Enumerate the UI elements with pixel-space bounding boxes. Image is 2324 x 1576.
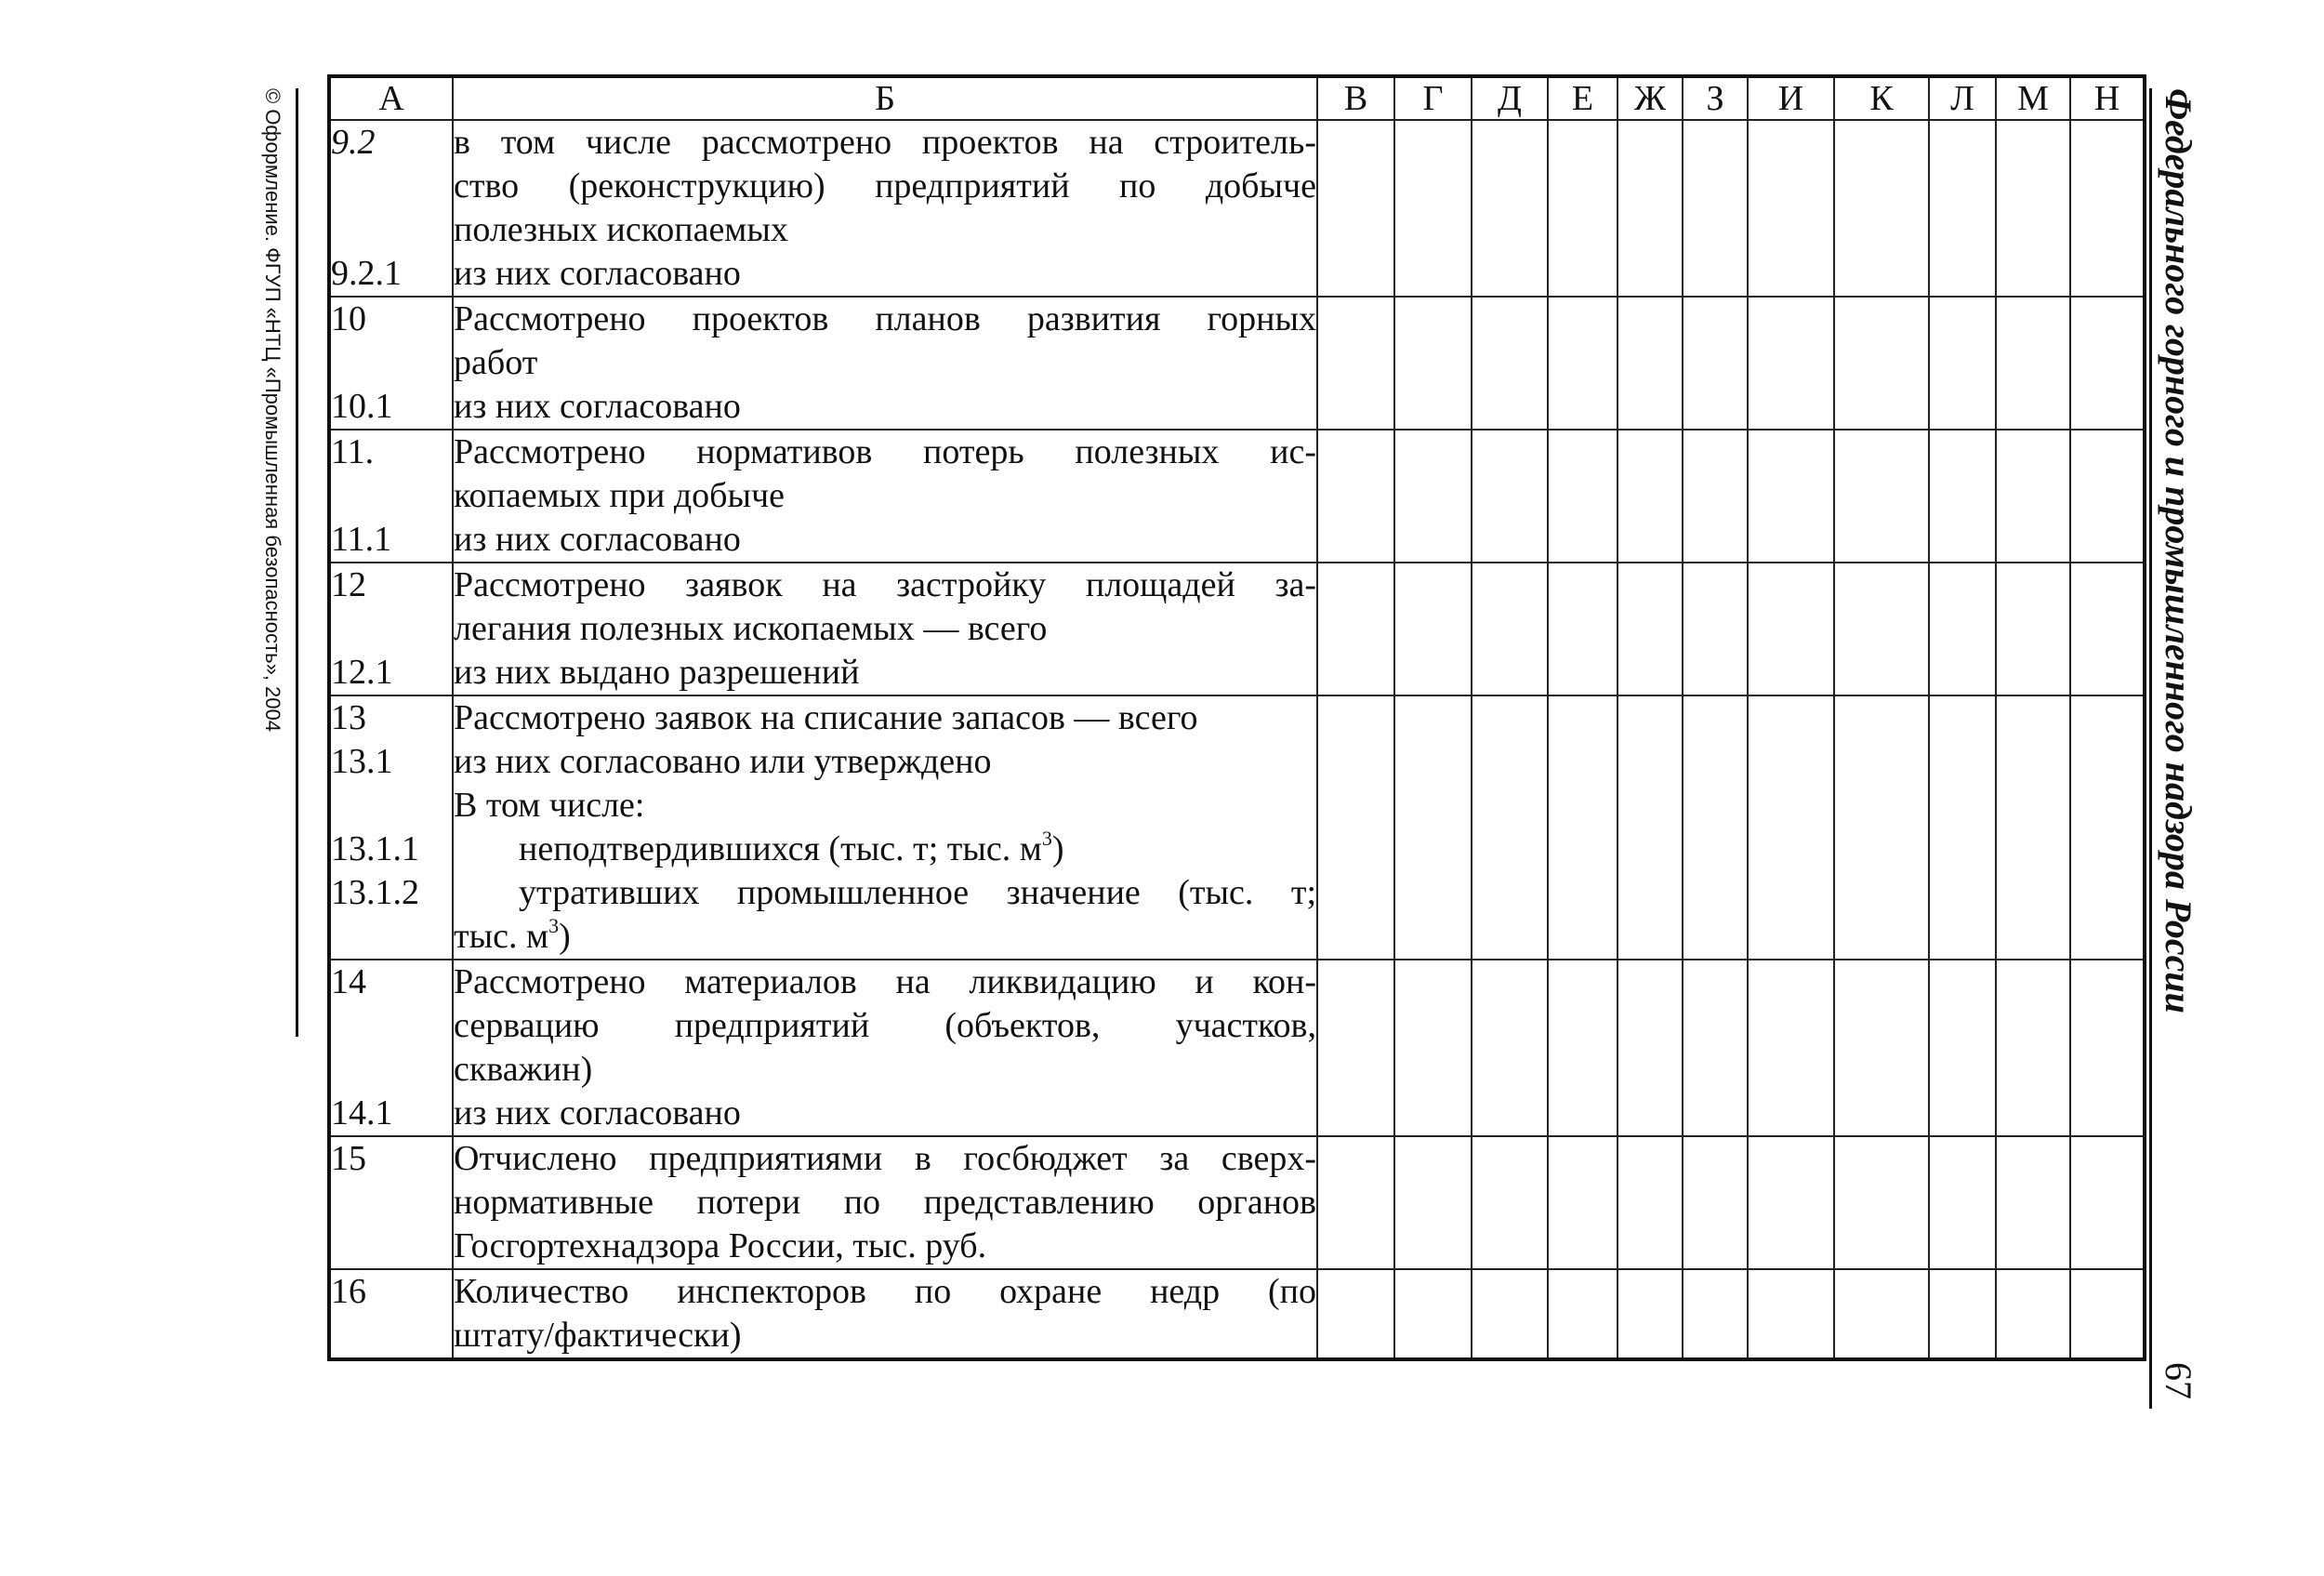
data-cell[interactable] — [1317, 430, 1394, 563]
description-line: утративших промышленное значение (тыс. т; — [519, 873, 1316, 912]
description-line: штату/фактически) — [454, 1316, 742, 1355]
data-cell[interactable] — [1472, 1136, 1548, 1269]
data-cell[interactable] — [1929, 563, 1996, 695]
description-line: Госгортехнадзора России, тыс. руб. — [454, 1226, 987, 1265]
row-codes — [329, 1269, 453, 1359]
data-cell[interactable] — [1996, 1136, 2070, 1269]
data-cell[interactable] — [1748, 695, 1834, 960]
data-cell[interactable] — [1618, 430, 1683, 563]
col-header-i: И — [1748, 76, 1834, 120]
data-cell[interactable] — [1618, 563, 1683, 695]
description-line: Отчислено предприятиями в госбюджет за сверх- — [454, 1139, 1316, 1178]
running-head: Федерального горного и промышленного надзора России — [2158, 88, 2199, 1013]
data-cell[interactable] — [1394, 1136, 1472, 1269]
description-line: В том числе: — [454, 786, 645, 825]
col-header-l: Л — [1929, 76, 1996, 120]
row-codes — [329, 960, 453, 1136]
data-cell[interactable] — [2070, 960, 2145, 1136]
col-header-z: З — [1683, 76, 1748, 120]
data-cell[interactable] — [1834, 563, 1929, 695]
data-cell[interactable] — [1618, 297, 1683, 430]
data-cell[interactable] — [1748, 297, 1834, 430]
data-cell[interactable] — [1394, 695, 1472, 960]
data-cell[interactable] — [1394, 960, 1472, 1136]
data-cell[interactable] — [2070, 1269, 2145, 1359]
data-cell[interactable] — [1683, 430, 1748, 563]
data-cell[interactable] — [1683, 1269, 1748, 1359]
table-row-10 — [329, 297, 2145, 430]
data-cell[interactable] — [1472, 120, 1548, 297]
row-code: 15 — [331, 1139, 366, 1178]
col-header-g: Г — [1394, 76, 1472, 120]
description-line: в том числе рассмотрено проектов на строитель- — [454, 123, 1316, 162]
description-line: из них согласовано — [454, 254, 741, 293]
data-cell[interactable] — [1317, 960, 1394, 1136]
row-description — [453, 1269, 1317, 1359]
data-cell[interactable] — [2070, 563, 2145, 695]
data-cell[interactable] — [1472, 430, 1548, 563]
table-row-15 — [329, 1136, 2145, 1269]
description-line: Рассмотрено материалов на ликвидацию и кон- — [454, 962, 1316, 1001]
row-description — [453, 960, 1317, 1136]
data-cell[interactable] — [1683, 960, 1748, 1136]
data-cell[interactable] — [1929, 1136, 1996, 1269]
data-cell[interactable] — [1548, 960, 1618, 1136]
description-line: неподтвердившихся (тыс. т; тыс. $м^3$) — [519, 827, 1064, 868]
data-cell[interactable] — [1472, 695, 1548, 960]
description-line: копаемых при добыче — [454, 476, 786, 515]
data-cell[interactable] — [1394, 563, 1472, 695]
row-codes — [329, 695, 453, 960]
data-cell[interactable] — [1317, 695, 1394, 960]
description-line: нормативные потери по представлению органов — [454, 1183, 1316, 1222]
data-cell[interactable] — [1683, 563, 1748, 695]
data-cell[interactable] — [1834, 297, 1929, 430]
description-line: Рассмотрено проектов планов развития горных — [454, 299, 1316, 338]
data-cell[interactable] — [1929, 695, 1996, 960]
data-cell[interactable] — [1394, 1269, 1472, 1359]
data-cell[interactable] — [1317, 563, 1394, 695]
data-cell[interactable] — [1472, 563, 1548, 695]
data-cell[interactable] — [1618, 960, 1683, 1136]
col-header-v: В — [1317, 76, 1394, 120]
data-cell[interactable] — [1394, 430, 1472, 563]
row-code: 13.1.1 — [331, 829, 419, 868]
data-cell[interactable] — [1929, 430, 1996, 563]
report-form-table — [327, 74, 2146, 1361]
data-cell[interactable] — [1834, 960, 1929, 1136]
data-cell[interactable] — [1748, 120, 1834, 297]
data-cell[interactable] — [1618, 1136, 1683, 1269]
description-line: сервацию предприятий (объектов, участков, — [454, 1006, 1316, 1045]
data-cell[interactable] — [1472, 297, 1548, 430]
row-code: 10 — [331, 299, 366, 338]
row-description — [453, 1136, 1317, 1269]
data-cell[interactable] — [1748, 1269, 1834, 1359]
data-cell[interactable] — [1548, 1269, 1618, 1359]
description-line: Количество инспекторов по охране недр (по — [454, 1272, 1316, 1311]
data-cell[interactable] — [1748, 1136, 1834, 1269]
description-line: скважин) — [454, 1050, 593, 1089]
row-code: 12 — [331, 565, 366, 604]
data-cell[interactable] — [1834, 1269, 1929, 1359]
data-cell[interactable] — [1748, 563, 1834, 695]
col-header-n: Н — [2070, 76, 2145, 120]
row-description — [453, 430, 1317, 563]
row-codes — [329, 297, 453, 430]
row-code: 12.1 — [331, 653, 393, 692]
data-cell[interactable] — [1929, 960, 1996, 1136]
data-cell[interactable] — [1683, 297, 1748, 430]
data-cell[interactable] — [1929, 1269, 1996, 1359]
data-cell[interactable] — [2070, 297, 2145, 430]
row-codes — [329, 563, 453, 695]
table-row-12 — [329, 563, 2145, 695]
row-codes — [329, 1136, 453, 1269]
page-number: 67 — [2158, 1362, 2199, 1399]
data-cell[interactable] — [1548, 695, 1618, 960]
description-line: из них согласовано — [454, 520, 741, 559]
table-row-13 — [329, 695, 2145, 960]
data-cell[interactable] — [1996, 563, 2070, 695]
data-cell[interactable] — [1748, 430, 1834, 563]
data-cell[interactable] — [1834, 430, 1929, 563]
description-line: легания полезных ископаемых — всего — [454, 609, 1048, 648]
col-header-m: М — [1996, 76, 2070, 120]
row-code: 13.1.2 — [331, 873, 419, 912]
description-line: работ — [454, 343, 538, 382]
header-row — [329, 76, 2145, 120]
data-cell[interactable] — [2070, 430, 2145, 563]
col-header-k: К — [1834, 76, 1929, 120]
description-line: из них согласовано — [454, 1093, 741, 1132]
data-cell[interactable] — [1548, 297, 1618, 430]
page-number-box — [2155, 1362, 2201, 1427]
data-cell[interactable] — [1548, 563, 1618, 695]
row-codes — [329, 430, 453, 563]
data-cell[interactable] — [1548, 430, 1618, 563]
description-line: тыс. $м^3$) — [454, 914, 571, 956]
table-row-9-2 — [329, 120, 2145, 297]
data-cell[interactable] — [1996, 120, 2070, 297]
col-header-a: А — [329, 76, 453, 120]
data-cell[interactable] — [1996, 960, 2070, 1136]
data-cell[interactable] — [1317, 1269, 1394, 1359]
table-row-14 — [329, 960, 2145, 1136]
data-cell[interactable] — [1748, 960, 1834, 1136]
col-header-zh: Ж — [1618, 76, 1683, 120]
description-line: ство (реконструкцию) предприятий по добыче — [454, 166, 1316, 205]
row-code: 9.2 — [331, 123, 376, 162]
data-cell[interactable] — [1317, 120, 1394, 297]
description-line: Рассмотрено заявок на списание запасов — всего — [454, 698, 1198, 737]
data-cell[interactable] — [1834, 1136, 1929, 1269]
data-cell[interactable] — [1618, 695, 1683, 960]
data-cell[interactable] — [1996, 695, 2070, 960]
description-line: из них согласовано — [454, 387, 741, 426]
data-cell[interactable] — [1683, 1136, 1748, 1269]
description-line: Рассмотрено нормативов потерь полезных ис- — [454, 432, 1316, 471]
row-description — [453, 563, 1317, 695]
row-code: 13.1 — [331, 742, 393, 781]
data-cell[interactable] — [1929, 297, 1996, 430]
data-cell[interactable] — [1472, 960, 1548, 1136]
data-cell[interactable] — [1618, 1269, 1683, 1359]
data-cell[interactable] — [1618, 120, 1683, 297]
data-cell[interactable] — [1996, 430, 2070, 563]
row-code: 11.1 — [331, 520, 392, 559]
data-cell[interactable] — [1548, 1136, 1618, 1269]
col-header-b: Б — [453, 76, 1317, 120]
data-cell[interactable] — [1834, 695, 1929, 960]
data-cell[interactable] — [1472, 1269, 1548, 1359]
row-description — [453, 297, 1317, 430]
row-code: 13 — [331, 698, 366, 737]
copyright-text: © Оформление. ФГУП «НТЦ «Промышленная безопасность», 2004 — [261, 88, 284, 732]
row-description — [453, 695, 1317, 960]
data-cell[interactable] — [1996, 1269, 2070, 1359]
data-cell[interactable] — [1683, 120, 1748, 297]
row-code: 11. — [331, 432, 375, 471]
right-rule — [2149, 88, 2152, 1409]
data-cell[interactable] — [1683, 695, 1748, 960]
data-cell[interactable] — [1996, 297, 2070, 430]
row-code: 14 — [331, 962, 366, 1001]
row-code: 9.2.1 — [331, 254, 402, 293]
data-cell[interactable] — [1394, 120, 1472, 297]
data-cell[interactable] — [1394, 297, 1472, 430]
description-line: из них выдано разрешений — [454, 653, 860, 692]
data-cell[interactable] — [1317, 1136, 1394, 1269]
copyright-strip — [258, 88, 286, 888]
data-cell[interactable] — [1929, 120, 1996, 297]
row-code: 14.1 — [331, 1093, 393, 1132]
col-header-d: Д — [1472, 76, 1548, 120]
data-cell[interactable] — [1317, 297, 1394, 430]
row-description — [453, 120, 1317, 297]
data-cell[interactable] — [2070, 120, 2145, 297]
running-head-strip — [2155, 88, 2201, 1483]
superscript: 3 — [548, 914, 560, 938]
left-rule — [296, 88, 298, 1037]
row-code: 10.1 — [331, 387, 393, 426]
row-code: 16 — [331, 1272, 366, 1311]
description-line: Рассмотрено заявок на застройку площадей за- — [454, 565, 1316, 604]
table-row-11 — [329, 430, 2145, 563]
col-header-e: Е — [1548, 76, 1618, 120]
data-cell[interactable] — [1834, 120, 1929, 297]
data-cell[interactable] — [1548, 120, 1618, 297]
superscript: 3 — [1041, 827, 1052, 851]
row-codes — [329, 120, 453, 297]
data-cell[interactable] — [2070, 1136, 2145, 1269]
table-row-16 — [329, 1269, 2145, 1359]
description-line: из них согласовано или утверждено — [454, 742, 992, 781]
description-line: полезных ископаемых — [454, 210, 788, 249]
data-cell[interactable] — [2070, 695, 2145, 960]
